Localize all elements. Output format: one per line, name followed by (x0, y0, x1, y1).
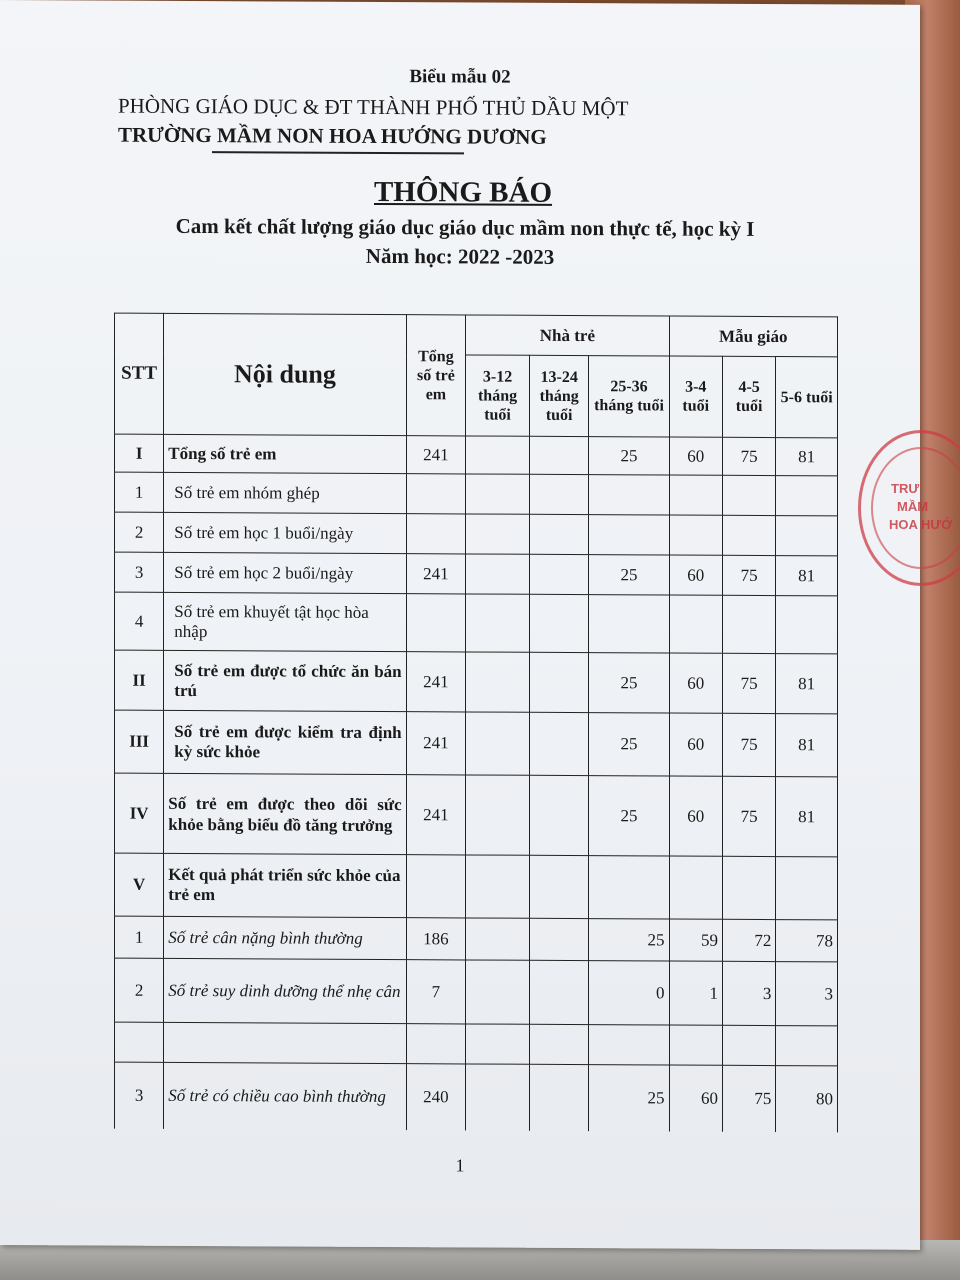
row-age-25-36: 25 (589, 1065, 669, 1131)
row-age-13-24 (529, 436, 589, 474)
table-row (115, 592, 838, 654)
table-row (115, 853, 838, 920)
row-age-25-36 (589, 475, 669, 515)
row-age-5-6 (776, 596, 838, 654)
row-age-5-6: 78 (776, 920, 838, 962)
row-total (406, 594, 466, 652)
row-content: Số trẻ cân nặng bình thường (164, 916, 406, 959)
row-age-25-36: 25 (589, 776, 669, 856)
row-age-13-24 (529, 514, 589, 554)
row-age-13-24 (529, 918, 589, 960)
row-content (164, 1022, 406, 1063)
department-name: PHÒNG GIÁO DỤC & ĐT THÀNH PHỐ THỦ DẦU MỘT (118, 93, 629, 121)
row-age-3-4: 60 (669, 1065, 722, 1131)
row-age-25-36 (589, 595, 669, 653)
header-age-4-5: 4-5 tuổi (722, 356, 775, 437)
row-age-13-24 (529, 855, 589, 918)
table-row (115, 472, 838, 516)
header-nursery: Nhà trẻ (466, 315, 669, 356)
row-age-4-5: 3 (722, 961, 775, 1025)
row-age-5-6 (776, 1026, 838, 1066)
header-age-25-36: 25-36 tháng tuổi (589, 356, 669, 437)
row-age-25-36: 0 (589, 961, 669, 1025)
row-age-4-5 (722, 475, 775, 515)
row-total: 241 (406, 436, 466, 474)
row-content: Số trẻ có chiều cao bình thường (164, 1062, 406, 1129)
row-content: Số trẻ suy dinh dưỡng thể nhẹ cân (164, 958, 406, 1023)
row-age-5-6 (776, 857, 838, 920)
header-stt: STT (115, 313, 164, 434)
form-number: Biểu mẫu 02 (409, 66, 511, 88)
row-age-13-24 (529, 652, 589, 712)
row-age-25-36 (589, 1025, 669, 1065)
row-age-3-12 (466, 1064, 530, 1130)
row-age-3-4: 60 (669, 555, 722, 595)
header-age-3-12: 3-12 tháng tuổi (466, 355, 530, 436)
row-age-3-4: 60 (669, 713, 722, 776)
school-name: TRƯỜNG MẦM NON HOA HƯỚNG DƯƠNG (118, 122, 547, 149)
row-stt (115, 1022, 164, 1062)
row-age-4-5: 75 (722, 555, 775, 595)
row-age-25-36: 25 (589, 713, 669, 776)
row-age-4-5 (722, 515, 775, 555)
row-age-4-5 (722, 1025, 775, 1065)
row-total: 186 (406, 918, 466, 960)
row-age-4-5 (722, 856, 775, 919)
header-age-5-6: 5-6 tuổi (776, 357, 838, 438)
table-row (115, 958, 838, 1026)
row-age-3-12 (466, 594, 530, 652)
row-age-13-24 (529, 1024, 589, 1064)
row-content: Số trẻ em học 2 buổi/ngày (164, 552, 406, 593)
row-age-3-4 (669, 595, 722, 653)
row-stt: I (115, 434, 164, 472)
row-total (406, 855, 466, 918)
notice-title: THÔNG BÁO (373, 175, 553, 209)
row-age-5-6: 3 (776, 962, 838, 1026)
row-age-4-5: 75 (722, 776, 775, 856)
row-age-4-5 (722, 595, 775, 653)
row-age-3-12 (466, 436, 530, 474)
row-age-3-4 (669, 515, 722, 555)
row-content: Số trẻ em học 1 buổi/ngày (164, 512, 406, 553)
row-age-3-12 (466, 514, 530, 554)
row-age-3-4 (669, 856, 722, 919)
row-content: Số trẻ em nhóm ghép (164, 472, 406, 513)
row-age-5-6: 81 (776, 438, 838, 476)
header-total: Tổng số trẻ em (406, 315, 466, 436)
row-age-3-12 (466, 855, 530, 918)
row-age-5-6: 81 (776, 777, 838, 857)
seal-text-line: HOA HƯỚ (889, 517, 953, 532)
row-content: Số trẻ em được theo dõi sức khỏe bằng biểu đồ tăng trưởng (164, 773, 406, 854)
row-age-25-36 (589, 856, 669, 919)
row-total: 240 (406, 1064, 466, 1130)
row-age-13-24 (529, 474, 589, 514)
row-age-3-12 (466, 712, 530, 775)
row-age-25-36: 25 (589, 555, 669, 595)
row-age-3-12 (466, 918, 530, 960)
page-number: 1 (455, 1155, 465, 1176)
row-total: 241 (406, 554, 466, 594)
table-row (115, 1022, 838, 1066)
row-age-4-5: 75 (722, 437, 775, 475)
header-kindergarten: Mẫu giáo (669, 316, 837, 357)
school-underline (212, 151, 464, 154)
row-stt: 2 (115, 512, 164, 552)
row-age-3-4: 60 (669, 437, 722, 475)
table-row (115, 434, 838, 476)
row-age-25-36: 25 (589, 437, 669, 475)
row-age-4-5: 75 (722, 1065, 775, 1131)
header-content: Nội dung (164, 313, 406, 435)
row-age-3-12 (466, 775, 530, 855)
table-row (115, 773, 838, 857)
header-age-13-24: 13-24 tháng tuổi (529, 355, 589, 436)
row-content: Số trẻ em được kiểm tra định kỳ sức khỏe (164, 710, 406, 774)
table-row (115, 512, 838, 556)
seal-text-line: MẦM (897, 499, 929, 514)
row-age-25-36 (589, 515, 669, 555)
row-age-5-6: 80 (776, 1066, 838, 1132)
row-age-13-24 (529, 594, 589, 652)
row-stt: 3 (115, 552, 164, 592)
table-row (115, 710, 838, 777)
row-stt: 2 (115, 958, 164, 1022)
row-stt: IV (115, 773, 164, 853)
row-age-13-24 (529, 775, 589, 855)
row-age-25-36: 25 (589, 919, 669, 961)
row-age-5-6 (776, 476, 838, 516)
row-total (406, 474, 466, 514)
row-age-3-4: 1 (669, 961, 722, 1025)
row-stt: II (115, 650, 164, 710)
row-age-3-12 (466, 652, 530, 712)
row-age-13-24 (529, 1064, 589, 1130)
row-total: 241 (406, 712, 466, 775)
row-age-13-24 (529, 554, 589, 594)
row-age-3-12 (466, 960, 530, 1024)
notice-subtitle: Cam kết chất lượng giáo dục giáo dục mầm non thực tế, học kỳ I (175, 213, 755, 241)
row-content: Số trẻ em khuyết tật học hòa nhập (164, 592, 406, 651)
row-total (406, 1024, 466, 1064)
row-age-4-5: 72 (722, 919, 775, 961)
row-content: Kết quả phát triển sức khỏe của trẻ em (164, 853, 406, 917)
row-total (406, 514, 466, 554)
row-age-3-4: 59 (669, 919, 722, 961)
row-content: Tổng số trẻ em (164, 434, 406, 473)
row-age-5-6: 81 (776, 556, 838, 596)
data-table (114, 313, 838, 1132)
row-age-13-24 (529, 960, 589, 1024)
row-stt: 1 (115, 472, 164, 512)
row-age-3-4 (669, 1025, 722, 1065)
table-row (115, 650, 838, 714)
header-age-3-4: 3-4 tuổi (669, 356, 722, 437)
row-total: 241 (406, 775, 466, 855)
row-age-4-5: 75 (722, 653, 775, 713)
row-stt: 3 (115, 1062, 164, 1128)
row-age-3-4: 60 (669, 776, 722, 856)
table-row (115, 1062, 838, 1132)
row-stt: III (115, 710, 164, 773)
row-age-4-5: 75 (722, 713, 775, 776)
row-stt: 4 (115, 592, 164, 650)
row-age-13-24 (529, 712, 589, 775)
row-age-3-12 (466, 1024, 530, 1064)
row-stt: 1 (115, 916, 164, 958)
row-total: 241 (406, 652, 466, 712)
row-age-25-36: 25 (589, 653, 669, 713)
row-content: Số trẻ em được tổ chức ăn bán trú (164, 650, 406, 711)
table-row (115, 916, 838, 962)
row-age-3-4 (669, 475, 722, 515)
row-age-3-4: 60 (669, 653, 722, 713)
row-age-3-12 (466, 474, 530, 514)
row-stt: V (115, 853, 164, 916)
row-total: 7 (406, 960, 466, 1024)
seal-text-line: TRƯ (891, 481, 920, 496)
row-age-5-6 (776, 516, 838, 556)
row-age-5-6: 81 (776, 654, 838, 714)
row-age-5-6: 81 (776, 714, 838, 777)
row-age-3-12 (466, 554, 530, 594)
school-year: Năm học: 2022 -2023 (365, 243, 555, 269)
table-row (115, 552, 838, 596)
